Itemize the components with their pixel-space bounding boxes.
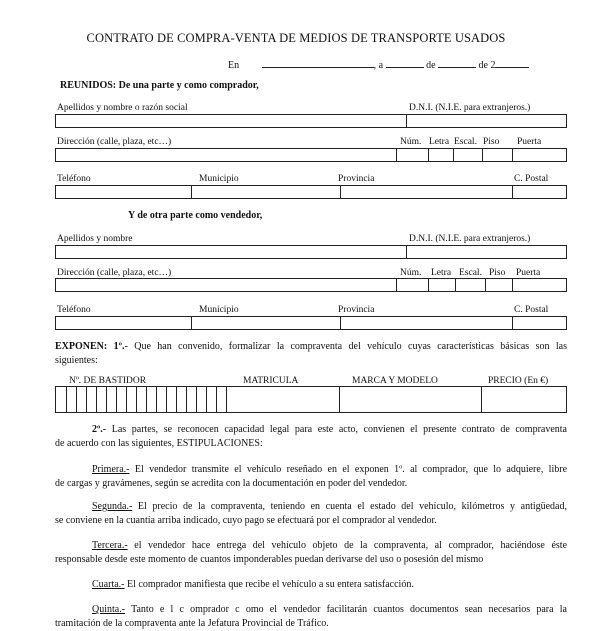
- buyer-address-row: [55, 148, 567, 162]
- exponen-line-1: Que han convenido, formalizar la compraventa del vehículo cuyas características básicas son las: [134, 341, 567, 352]
- seller-phone-row: [55, 316, 567, 330]
- buyer-puerta-field[interactable]: [512, 149, 566, 161]
- seller-provincia-label: Provincia: [338, 305, 375, 315]
- seller-name-row: [55, 245, 567, 259]
- quinta-line-2: tramitación de la compraventa ante la Jefatura Provincial de Tráfico.: [55, 618, 329, 629]
- bastidor-char-divider: [186, 387, 187, 413]
- place-blank[interactable]: [262, 58, 374, 68]
- place-a-label: , a: [373, 60, 384, 71]
- seller-name-field[interactable]: [56, 246, 406, 258]
- segunda-heading: Segunda.-: [92, 501, 133, 512]
- seller-municipio-label: Municipio: [199, 305, 239, 315]
- seller-dni-field[interactable]: [406, 246, 566, 258]
- bastidor-char-divider: [96, 387, 97, 413]
- place-en-label: En: [228, 60, 240, 71]
- matricula-header: MATRICULA: [243, 376, 299, 386]
- quinta-line-1: Tanto e l c omprador c omo el vendedor facilitarán cuantos documentos sean necesarios para la: [131, 604, 567, 615]
- buyer-dni-field[interactable]: [406, 115, 566, 127]
- clause-2-lead: 2º.-: [92, 424, 107, 435]
- segunda-paragraph: [55, 500, 567, 528]
- buyer-cp-label: C. Postal: [514, 174, 549, 184]
- buyer-piso-label: Piso: [483, 137, 500, 147]
- matricula-field[interactable]: [226, 387, 340, 412]
- buyer-name-label: Apellidos y nombre o razón social: [57, 103, 188, 113]
- bastidor-header: Nº. DE BASTIDOR: [69, 376, 147, 386]
- seller-piso-label: Piso: [489, 268, 506, 278]
- segunda-line-1: El precio de la compraventa, teniendo en cuenta el estado del vehículo, kilómetros y antigüedad,: [137, 501, 567, 512]
- quinta-paragraph: [55, 603, 567, 631]
- seller-address-label: Dirección (calle, plaza, etc…): [57, 268, 172, 278]
- primera-line-2: de cargas y gravámenes, según se acredita con la documentación en poder del vendedor.: [55, 478, 408, 489]
- buyer-dni-label: D.N.I. (N.I.E. para extranjeros.): [409, 103, 531, 113]
- bastidor-char-divider: [106, 387, 107, 413]
- buyer-piso-field[interactable]: [482, 149, 513, 161]
- primera-paragraph: [55, 463, 567, 491]
- tercera-heading: Tercera.-: [92, 540, 128, 551]
- seller-heading: Y de otra parte como vendedor,: [128, 210, 263, 221]
- segunda-line-2: se conviene en la cuantía arriba indicado, cuyo pago se efectuará por el comprador al vendedor.: [55, 515, 437, 526]
- cuarta-heading: Cuarta.-: [92, 579, 125, 590]
- seller-puerta-label: Puerta: [516, 268, 541, 278]
- seller-escal-field[interactable]: [455, 279, 486, 291]
- document-title: CONTRATO DE COMPRA-VENTA DE MEDIOS DE TRANSPORTE USADOS: [86, 31, 506, 45]
- seller-name-label: Apellidos y nombre: [57, 234, 133, 244]
- buyer-provincia-field[interactable]: [340, 186, 513, 198]
- cuarta-paragraph: [55, 578, 567, 592]
- buyer-name-field[interactable]: [56, 115, 406, 127]
- buyer-num-label: Núm.: [400, 137, 422, 147]
- marca-field[interactable]: [339, 387, 482, 412]
- tercera-paragraph: [55, 539, 567, 567]
- buyer-name-row: [55, 114, 567, 128]
- buyer-puerta-label: Puerta: [517, 137, 542, 147]
- bastidor-char-divider: [206, 387, 207, 413]
- primera-heading: Primera.-: [92, 464, 130, 475]
- bastidor-char-divider: [216, 387, 217, 413]
- exponen-lead: EXPONEN: 1º.-: [55, 341, 128, 352]
- bastidor-field[interactable]: [56, 387, 226, 413]
- seller-municipio-field[interactable]: [191, 317, 341, 329]
- clause-2-line-2: de acuerdo con las siguientes, ESTIPULACIONES:: [55, 438, 263, 449]
- buyer-address-field[interactable]: [56, 149, 396, 161]
- buyer-municipio-field[interactable]: [191, 186, 341, 198]
- quinta-heading: Quinta.-: [92, 604, 126, 615]
- buyer-phone-label: Teléfono: [57, 174, 91, 184]
- day-blank[interactable]: [386, 58, 424, 68]
- seller-letra-field[interactable]: [428, 279, 456, 291]
- exponen-line-2: siguientes:: [55, 355, 98, 366]
- buyer-escal-field[interactable]: [453, 149, 483, 161]
- seller-num-field[interactable]: [396, 279, 429, 291]
- seller-num-label: Núm.: [400, 268, 422, 278]
- bastidor-char-divider: [126, 387, 127, 413]
- buyer-letra-field[interactable]: [428, 149, 454, 161]
- seller-dni-label: D.N.I. (N.I.E. para extranjeros.): [409, 234, 531, 244]
- buyer-num-field[interactable]: [396, 149, 429, 161]
- buyer-provincia-label: Provincia: [338, 174, 375, 184]
- buyer-address-label: Dirección (calle, plaza, etc…): [57, 137, 172, 147]
- seller-phone-label: Teléfono: [57, 305, 91, 315]
- buyer-letra-label: Letra: [429, 137, 450, 147]
- seller-cp-field[interactable]: [512, 317, 566, 329]
- seller-cp-label: C. Postal: [514, 305, 549, 315]
- seller-provincia-field[interactable]: [340, 317, 513, 329]
- bastidor-char-divider: [86, 387, 87, 413]
- exponen-paragraph: [55, 340, 567, 368]
- year-blank[interactable]: [495, 58, 529, 68]
- bastidor-char-divider: [166, 387, 167, 413]
- buyer-phone-row: [55, 185, 567, 199]
- buyer-municipio-label: Municipio: [199, 174, 239, 184]
- tercera-line-1: el vendedor hace entrega del vehículo objeto de la compraventa, al comprador, haciéndose éste: [134, 540, 568, 551]
- seller-letra-label: Letra: [431, 268, 452, 278]
- bastidor-char-divider: [196, 387, 197, 413]
- bastidor-char-divider: [116, 387, 117, 413]
- seller-address-field[interactable]: [56, 279, 396, 291]
- month-blank[interactable]: [438, 58, 476, 68]
- reunidos-heading: REUNIDOS: De una parte y como comprador,: [60, 80, 259, 91]
- bastidor-char-divider: [176, 387, 177, 413]
- seller-address-row: [55, 278, 567, 292]
- tercera-line-2: responsable desde este momento de cuantos imponderables puedan derivarse del uso o posesión del mismo: [55, 554, 484, 565]
- bastidor-char-divider: [156, 387, 157, 413]
- precio-field[interactable]: [481, 387, 566, 412]
- month-de-label: de: [426, 60, 436, 71]
- seller-puerta-field[interactable]: [512, 279, 566, 291]
- precio-header: PRECIO (En €): [488, 376, 549, 386]
- seller-escal-label: Escal.: [459, 268, 482, 278]
- bastidor-char-divider: [76, 387, 77, 413]
- bastidor-char-divider: [66, 387, 67, 413]
- buyer-phone-field[interactable]: [56, 186, 191, 198]
- clause-2-line-1: Las partes, se reconocen capacidad legal para este acto, convienen el presente contrato de compraventa: [111, 424, 568, 435]
- primera-line-1: El vendedor transmite el vehículo reseñado en el exponen 1º. al comprador, que lo adquiere, libre: [134, 464, 568, 475]
- seller-phone-field[interactable]: [56, 317, 191, 329]
- place-date-line: [228, 58, 529, 71]
- marca-header: MARCA Y MODELO: [352, 376, 438, 386]
- clause-2-paragraph: [55, 423, 567, 451]
- buyer-escal-label: Escal.: [454, 137, 477, 147]
- year-de-label: de 2: [478, 60, 496, 71]
- bastidor-char-divider: [146, 387, 147, 413]
- bastidor-char-divider: [136, 387, 137, 413]
- seller-piso-field[interactable]: [485, 279, 513, 291]
- cuarta-line-1: El comprador manifiesta que recibe el vehículo a su entera satisfacción.: [127, 579, 414, 590]
- vehicle-table: [55, 386, 567, 413]
- buyer-cp-field[interactable]: [512, 186, 566, 198]
